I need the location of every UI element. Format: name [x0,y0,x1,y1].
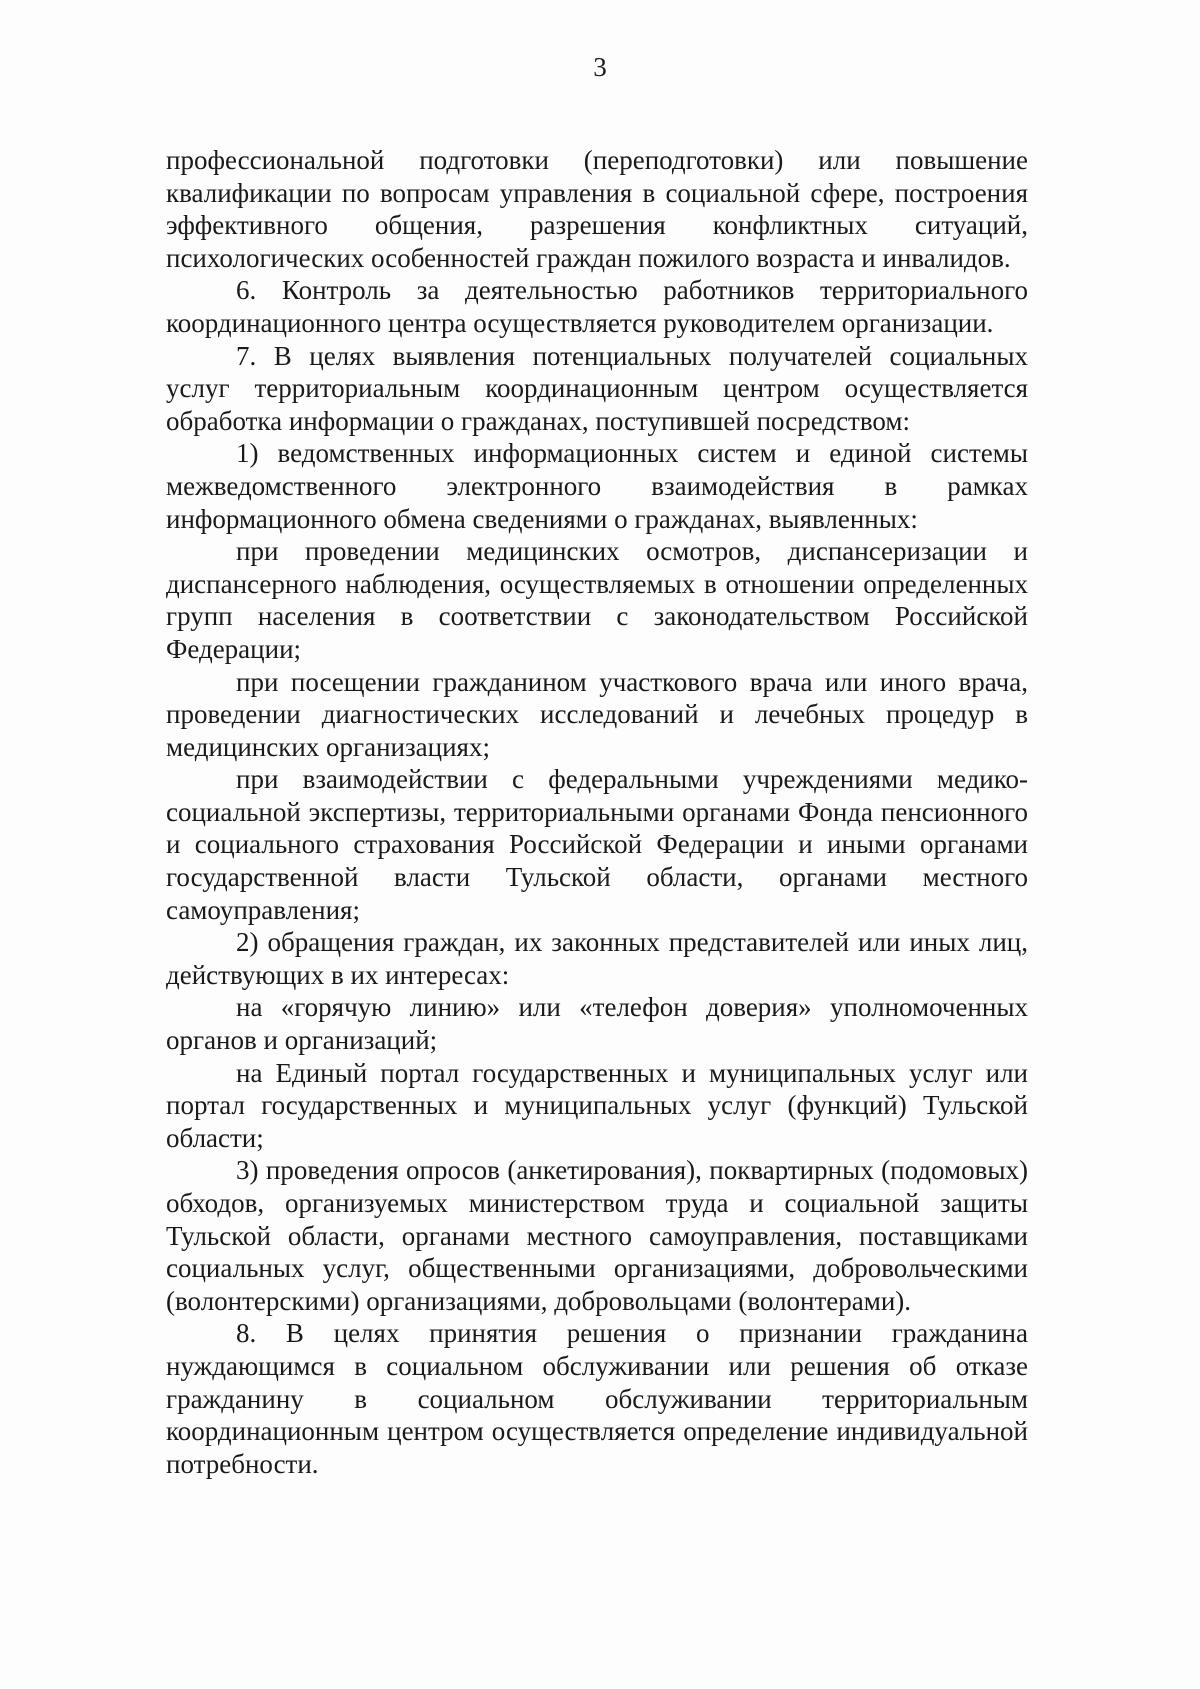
paragraph: при взаимодействии с федеральными учреждениями медико-социальной экспертизы, территориальными органами Фонда пенсионного и социального страхования Российской Федерации и иными органами государственной власти Тульской области, органами местного самоуправления; [166,764,1028,925]
paragraph: при проведении медицинских осмотров, диспансеризации и диспансерного наблюдения, осуществляемых в отношении определенных групп населения в соответствии с законодательством Российской Федерации; [166,536,1028,664]
paragraph: 6. Контроль за деятельностью работников территориального координационного центра осуществляется руководителем организации. [166,275,1028,338]
paragraph: 2) обращения граждан, их законных представителей или иных лиц, действующих в их интересах: [166,927,1028,990]
paragraph: 1) ведомственных информационных систем и единой системы межведомственного электронного взаимодействия в рамках информационного обмена сведениями о гражданах, выявленных: [166,438,1028,534]
paragraph: на «горячую линию» или «телефон доверия» уполномоченных органов и организаций; [166,992,1028,1056]
paragraph: 3) проведения опросов (анкетирования), поквартирных (подомовых) обходов, организуемых министерством труда и социальной защиты Тульской области, органами местного самоуправления, поставщиками социальных услуг, общественными организациями, добровольческими (волонтерскими) организациями, добровольцами (волонтерами). [166,1155,1028,1316]
paragraph: на Единый портал государственных и муниципальных услуг или портал государственных и муниципальных услуг (функций) Тульской области; [166,1057,1028,1153]
paragraph: 8. В целях принятия решения о признании гражданина нуждающимся в социальном обслуживании или решения об отказе гражданину в социальном обслуживании территориальным координационным центром осуществляется определение индивидуальной потребности. [166,1318,1028,1479]
paragraph: 7. В целях выявления потенциальных получателей социальных услуг территориальным координационным центром осуществляется обработка информации о гражданах, поступившей посредством: [166,340,1028,436]
document-body [166,144,1028,1480]
paragraph: профессиональной подготовки (переподготовки) или повышение квалификации по вопросам управления в социальной сфере, построения эффективного общения, разрешения конфликтных ситуаций, психологических особенностей граждан пожилого возраста и инвалидов. [166,145,1028,273]
paragraph: при посещении гражданином участкового врача или иного врача, проведении диагностических исследований и лечебных процедур в медицинских организациях; [166,666,1028,762]
page-number: 3 [593,52,607,82]
